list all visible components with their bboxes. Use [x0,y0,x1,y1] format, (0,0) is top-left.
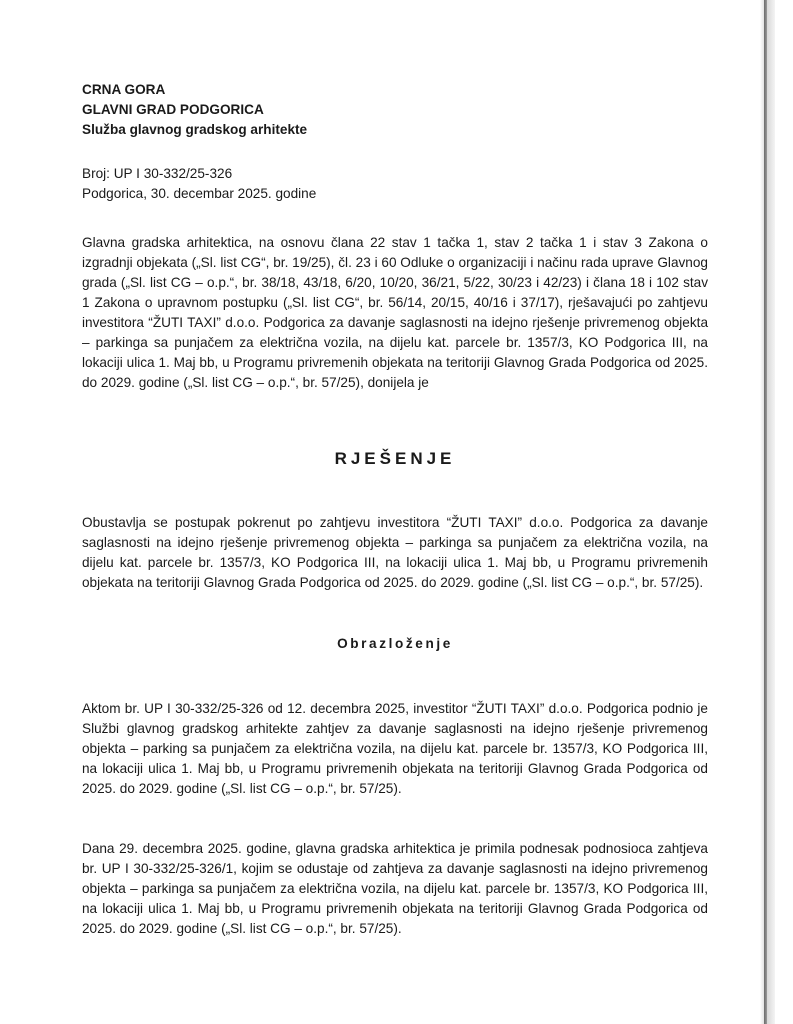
reasoning-paragraph-1: Aktom br. UP I 30-332/25-326 od 12. decembra 2025, investitor “ŽUTI TAXI” d.o.o. Podgorica podnio je Službi glavnog gradskog arhitekte zahtjev za davanje saglasnosti na idejno rješenje privremenog objekta – parking sa punjačem za električna vozila, na dijelu kat. parcele br. 1357/3, KO Podgorica III, na lokaciji ulica 1. Maj bb, u Programu privremenih objekata na teritoriji Glavnog Grada Podgorica od 2025. do 2029. godine („Sl. list CG – o.p.“, br. 57/25). [82,701,708,796]
page-edge-margin [767,0,775,1024]
document-reference [82,164,316,204]
document-header [82,80,307,140]
reasoning-heading: Obrazloženje [337,636,453,651]
header-country: CRNA GORA [82,82,166,97]
reasoning-paragraph-2: Dana 29. decembra 2025. godine, glavna gradska arhitektica je primila podnesak podnosioca zahtjeva br. UP I 30-332/25-326/1, kojim se odustaje od zahtjeva za davanje saglasnosti na idejno privremenog objekta – parkinga sa punjačem za električna vozila, na dijelu kat. parcele br. 1357/3, KO Podgorica III, na lokaciji ulica 1. Maj bb, u Programu privremenih objekata na teritoriji Glavnog Grada Podgorica od 2025. do 2029. godine („Sl. list CG – o.p.“, br. 57/25). [82,841,708,936]
decision-heading: RJEŠENJE [334,449,456,468]
decision-paragraph: Obustavlja se postupak pokrenut po zahtjevu investitora “ŽUTI TAXI” d.o.o. Podgorica za davanje saglasnosti na idejno rješenje privremenog objekta – parkinga sa punjačem za električna vozila, na dijelu kat. parcele br. 1357/3, KO Podgorica III, na lokaciji ulica 1. Maj bb, u Programu privremenih objekata na teritoriji Glavnog Grada Podgorica od 2025. do 2029. godine („Sl. list CG – o.p.“, br. 57/25). [82,515,708,590]
reference-number: Broj: UP I 30-332/25-326 [82,166,233,181]
reference-place-date: Podgorica, 30. decembar 2025. godine [82,186,317,201]
header-city: GLAVNI GRAD PODGORICA [82,102,264,117]
header-department: Služba glavnog gradskog arhitekte [82,122,308,137]
preamble-paragraph: Glavna gradska arhitektica, na osnovu člana 22 stav 1 tačka 1, stav 2 tačka 1 i stav 3 Zakona o izgradnji objekata („Sl. list CG“, br. 19/25), čl. 23 i 60 Odluke o organizaciji i načinu rada uprave Glavnog grada („Sl. list CG – o.p.“, br. 38/18, 43/18, 6/20, 10/20, 36/21, 5/22, 30/23 i 42/23) i člana 18 i 102 stav 1 Zakona o upravnom postupku („Sl. list CG“, br. 56/14, 20/15, 40/16 i 37/17), rješavajući po zahtjevu investitora “ŽUTI TAXI” d.o.o. Podgorica za davanje saglasnosti na idejno rješenje privremenog objekta – parkinga sa punjačem za električna vozila, na dijelu kat. parcele br. 1357/3, KO Podgorica III, na lokaciji ulica 1. Maj bb, u Programu privremenih objekata na teritoriji Glavnog Grada Podgorica od 2025. do 2029. godine („Sl. list CG – o.p.“, br. 57/25), donijela je [82,235,708,390]
